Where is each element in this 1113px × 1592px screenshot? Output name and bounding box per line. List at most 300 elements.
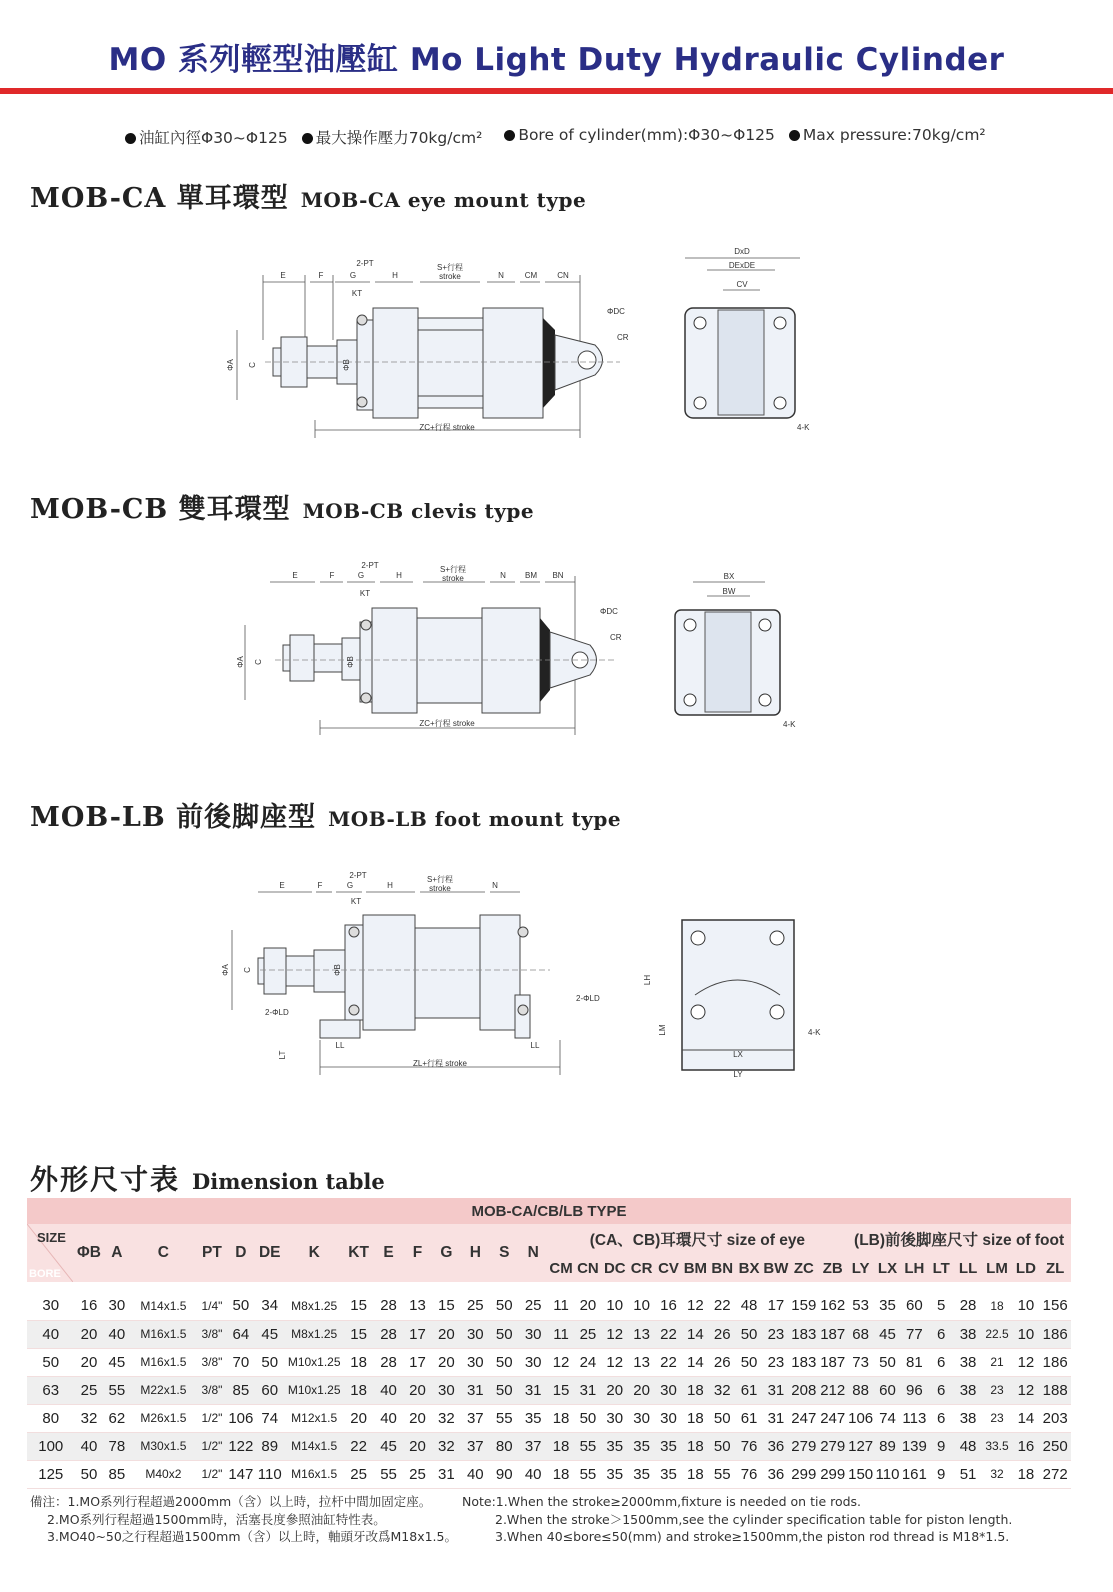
- table-cell: 32: [982, 1460, 1013, 1488]
- table-cell: 40: [103, 1320, 130, 1348]
- table-cell: 183: [789, 1320, 818, 1348]
- dim-label-ll: LL: [335, 1041, 345, 1050]
- dim-label-dexde: DExDE: [728, 261, 756, 270]
- bore-size-cell: 40: [27, 1320, 75, 1348]
- table-cell: M8x1.25: [285, 1320, 343, 1348]
- table-cell: 299: [789, 1460, 818, 1488]
- table-cell: 50: [490, 1348, 519, 1376]
- table-row: [27, 1432, 1071, 1460]
- table-cell: 162: [818, 1292, 847, 1320]
- dim-label-e: E: [292, 571, 298, 580]
- dim-label-dc: ΦDC: [600, 607, 618, 616]
- table-cell: 28: [955, 1292, 982, 1320]
- size-label: SIZE: [37, 1230, 66, 1245]
- note-line: 備注：1.MO系列行程超過2000mm（含）以上時，拉杆中間加固定座。: [30, 1494, 432, 1509]
- table-cell: 45: [874, 1320, 901, 1348]
- table-cell: 17: [403, 1348, 432, 1376]
- table-cell: 50: [75, 1460, 104, 1488]
- table-cell: 25: [461, 1292, 490, 1320]
- table-cell: 12: [1012, 1348, 1039, 1376]
- section-code: MOB-LB 前後脚座型: [30, 802, 317, 833]
- column-header: ZB: [818, 1254, 847, 1282]
- table-cell: 35: [655, 1460, 682, 1488]
- dimension-table-heading: [30, 1158, 385, 1198]
- table-cell: 64: [227, 1320, 254, 1348]
- note-line: 2.MO系列行程超過1500mm時，活塞長度參照油缸特性表。: [47, 1511, 386, 1527]
- table-cell: 11: [548, 1292, 575, 1320]
- dim-label-h: H: [396, 571, 402, 580]
- column-header: CV: [655, 1254, 682, 1282]
- dim-label-pt: 2-PT: [356, 259, 374, 268]
- table-cell: 38: [955, 1320, 982, 1348]
- bullet-icon: [504, 130, 515, 141]
- table-cell: 85: [227, 1376, 254, 1404]
- table-cell: 247: [818, 1404, 847, 1432]
- table-cell: 85: [103, 1460, 130, 1488]
- note-line: 2.When the stroke＞1500mm,see the cylinder specification table for piston length.: [495, 1511, 1013, 1527]
- column-header: BX: [736, 1254, 763, 1282]
- spec-list: [125, 126, 986, 148]
- table-cell: M14x1.5: [285, 1432, 343, 1460]
- dimension-table: [27, 1198, 1071, 1489]
- table-cell: 25: [75, 1376, 104, 1404]
- table-cell: M16x1.5: [130, 1320, 196, 1348]
- dim-label-stroke: stroke: [429, 884, 451, 893]
- table-cell: 70: [227, 1348, 254, 1376]
- table-cell: M12x1.5: [285, 1404, 343, 1432]
- table-cell: 31: [519, 1376, 548, 1404]
- column-header: ZC: [789, 1254, 818, 1282]
- table-row: [27, 1376, 1071, 1404]
- table-cell: 30: [519, 1320, 548, 1348]
- table-cell: 50: [490, 1292, 519, 1320]
- table-cell: 250: [1039, 1432, 1071, 1460]
- dim-label-k: 4-K: [808, 1028, 821, 1037]
- table-cell: 24: [574, 1348, 601, 1376]
- table-cell: 45: [374, 1432, 403, 1460]
- section-heading-cb: [30, 487, 534, 526]
- section-english: MOB-CB clevis type: [302, 499, 535, 523]
- section-english: MOB-LB foot mount type: [328, 807, 622, 831]
- table-cell: 106: [227, 1404, 254, 1432]
- table-cell: 30: [655, 1404, 682, 1432]
- table-cell: 21: [982, 1348, 1013, 1376]
- table-cell: M8x1.25: [285, 1292, 343, 1320]
- column-header: BW: [763, 1254, 790, 1282]
- table-cell: 74: [254, 1404, 285, 1432]
- table-cell: 20: [601, 1376, 628, 1404]
- note-line: 3.When 40≤bore≤50(mm) and stroke≥1500mm,the piston rod thread is M18*1.5.: [495, 1529, 1010, 1544]
- table-cell: 272: [1039, 1460, 1071, 1488]
- table-cell: 37: [461, 1432, 490, 1460]
- bullet-icon: [125, 133, 136, 144]
- table-cell: 32: [709, 1376, 736, 1404]
- table-cell: 61: [736, 1404, 763, 1432]
- table-cell: 15: [548, 1376, 575, 1404]
- table-cell: 55: [574, 1432, 601, 1460]
- dim-label-lh: LH: [643, 974, 652, 986]
- table-cell: 68: [847, 1320, 874, 1348]
- column-header: N: [519, 1224, 548, 1282]
- table-cell: 23: [982, 1376, 1013, 1404]
- table-cell: 51: [955, 1460, 982, 1488]
- table-cell: 106: [847, 1404, 874, 1432]
- dim-label-g: G: [357, 571, 365, 580]
- table-cell: 20: [75, 1320, 104, 1348]
- table-cell: 20: [343, 1404, 374, 1432]
- dim-label-a: ΦA: [221, 964, 230, 976]
- table-cell: 186: [1039, 1320, 1071, 1348]
- section-code: MOB-CA 單耳環型: [30, 183, 289, 214]
- table-cell: 37: [461, 1404, 490, 1432]
- table-cell: 183: [789, 1348, 818, 1376]
- table-cell: 12: [601, 1348, 628, 1376]
- column-header: LH: [901, 1254, 928, 1282]
- bore-size-cell: 80: [27, 1404, 75, 1432]
- spec-text: Bore of cylinder(mm):Φ30~Φ125: [518, 126, 775, 144]
- table-cell: 74: [874, 1404, 901, 1432]
- dim-label-lm: LM: [658, 1024, 667, 1036]
- table-cell: 38: [955, 1376, 982, 1404]
- column-header: BN: [709, 1254, 736, 1282]
- table-cell: 55: [374, 1460, 403, 1488]
- dim-label-zc: ZC+行程 stroke: [419, 423, 475, 432]
- column-header: D: [227, 1224, 254, 1282]
- table-cell: 17: [403, 1320, 432, 1348]
- dim-label-cm: CM: [524, 271, 538, 280]
- column-header: LD: [1012, 1254, 1039, 1282]
- bore-size-cell: 63: [27, 1376, 75, 1404]
- table-cell: 22: [709, 1292, 736, 1320]
- table-cell: 208: [789, 1376, 818, 1404]
- table-cell: 50: [709, 1432, 736, 1460]
- table-cell: 156: [1039, 1292, 1071, 1320]
- column-header: BM: [682, 1254, 709, 1282]
- table-cell: 18: [1012, 1460, 1039, 1488]
- dim-label-c: C: [248, 362, 257, 368]
- table-cell: 110: [254, 1460, 285, 1488]
- table-cell: 18: [548, 1432, 575, 1460]
- table-cell: 35: [628, 1432, 655, 1460]
- table-cell: 20: [403, 1404, 432, 1432]
- table-cell: 22: [343, 1432, 374, 1460]
- table-cell: 10: [628, 1292, 655, 1320]
- table-cell: 37: [519, 1432, 548, 1460]
- table-cell: 13: [628, 1348, 655, 1376]
- table-cell: 1/2": [196, 1460, 227, 1488]
- dim-label-kt: KT: [351, 289, 363, 298]
- table-cell: 22: [655, 1320, 682, 1348]
- table-cell: M40x2: [130, 1460, 196, 1488]
- table-cell: 15: [343, 1292, 374, 1320]
- dim-label-f: F: [318, 271, 324, 280]
- table-row: [27, 1292, 1071, 1320]
- table-cell: 25: [519, 1292, 548, 1320]
- table-cell: 18: [982, 1292, 1013, 1320]
- table-cell: 18: [682, 1432, 709, 1460]
- table-cell: 16: [1012, 1432, 1039, 1460]
- table-cell: 159: [789, 1292, 818, 1320]
- dim-label-n: N: [492, 881, 498, 890]
- bore-label: BORE: [29, 1268, 61, 1280]
- table-cell: 16: [655, 1292, 682, 1320]
- note-line: 3.MO40~50之行程超過1500mm（含）以上時，軸頭牙改爲M18x1.5。: [47, 1529, 457, 1544]
- table-cell: 28: [374, 1320, 403, 1348]
- dim-label-a: ΦA: [236, 656, 245, 668]
- table-cell: 50: [490, 1376, 519, 1404]
- dim-label-zc: ZC+行程 stroke: [419, 719, 475, 728]
- column-header: LL: [955, 1254, 982, 1282]
- table-cell: 25: [403, 1460, 432, 1488]
- table-cell: 53: [847, 1292, 874, 1320]
- spec-item: [125, 126, 288, 148]
- column-header: CR: [628, 1254, 655, 1282]
- table-cell: 20: [628, 1376, 655, 1404]
- table-cell: 40: [519, 1460, 548, 1488]
- table-cell: 50: [736, 1320, 763, 1348]
- table-cell: 62: [103, 1404, 130, 1432]
- dim-label-dxd: DxD: [734, 247, 750, 256]
- column-header: LT: [928, 1254, 955, 1282]
- table-cell: 20: [432, 1320, 461, 1348]
- table-cell: M10x1.25: [285, 1376, 343, 1404]
- dim-label-bn: BN: [552, 571, 564, 580]
- table-cell: 55: [490, 1404, 519, 1432]
- table-cell: 32: [432, 1404, 461, 1432]
- table-cell: 22.5: [982, 1320, 1013, 1348]
- bullet-icon: [789, 130, 800, 141]
- table-cell: 12: [548, 1348, 575, 1376]
- table-cell: M16x1.5: [285, 1460, 343, 1488]
- table-row: [27, 1348, 1071, 1376]
- dim-label-c: C: [254, 659, 263, 665]
- table-cell: 30: [601, 1404, 628, 1432]
- table-cell: 31: [432, 1460, 461, 1488]
- table-cell: 45: [103, 1348, 130, 1376]
- table-cell: 13: [403, 1292, 432, 1320]
- section-heading-ca: [30, 176, 586, 215]
- dim-label-ll-right: LL: [530, 1041, 540, 1050]
- table-cell: 48: [955, 1432, 982, 1460]
- table-cell: 13: [628, 1320, 655, 1348]
- dim-label-c: C: [243, 967, 252, 973]
- dim-label-bx: BX: [723, 572, 735, 581]
- dim-label-stroke: stroke: [439, 272, 461, 281]
- dim-label-e: E: [279, 881, 285, 890]
- spec-text: 油缸內徑Φ30~Φ125: [139, 129, 288, 147]
- dim-label-cr: CR: [617, 333, 629, 342]
- table-cell: 50: [874, 1348, 901, 1376]
- table-cell: 22: [655, 1348, 682, 1376]
- table-cell: M22x1.5: [130, 1376, 196, 1404]
- table-cell: 3/8": [196, 1376, 227, 1404]
- dim-label-g: G: [349, 271, 357, 280]
- table-cell: 36: [763, 1432, 790, 1460]
- dim-label-kt: KT: [359, 589, 371, 598]
- dim-label-zl: ZL+行程 stroke: [412, 1059, 468, 1068]
- table-cell: 14: [682, 1320, 709, 1348]
- table-cell: 50: [709, 1404, 736, 1432]
- table-cell: 186: [1039, 1348, 1071, 1376]
- dim-label-ld-right: 2-ΦLD: [576, 994, 600, 1003]
- table-cell: 50: [254, 1348, 285, 1376]
- table-cell: M26x1.5: [130, 1404, 196, 1432]
- table-spacer: [27, 1282, 1071, 1292]
- notes-cn: [30, 1493, 457, 1546]
- table-cell: 247: [789, 1404, 818, 1432]
- dim-label-pt: 2-PT: [361, 561, 379, 570]
- table-cell: 6: [928, 1404, 955, 1432]
- table-cell: 6: [928, 1376, 955, 1404]
- table-cell: 30: [432, 1376, 461, 1404]
- table-cell: 31: [763, 1404, 790, 1432]
- bore-size-cell: 100: [27, 1432, 75, 1460]
- note-line: Note:1.When the stroke≥2000mm,fixture is needed on tie rods.: [462, 1494, 862, 1509]
- table-cell: 127: [847, 1432, 874, 1460]
- table-cell: 299: [818, 1460, 847, 1488]
- column-header: A: [103, 1224, 130, 1282]
- table-cell: 14: [1012, 1404, 1039, 1432]
- table-cell: 1/4": [196, 1292, 227, 1320]
- diagram-ca: [225, 240, 845, 445]
- table-cell: 147: [227, 1460, 254, 1488]
- table-cell: 61: [736, 1376, 763, 1404]
- table-cell: 23: [982, 1404, 1013, 1432]
- dim-label-n: N: [500, 571, 506, 580]
- bullet-icon: [302, 133, 313, 144]
- dim-label-bm: BM: [525, 571, 537, 580]
- spec-text: Max pressure:70kg/cm²: [802, 126, 986, 144]
- table-cell: 78: [103, 1432, 130, 1460]
- table-cell: M16x1.5: [130, 1348, 196, 1376]
- table-cell: 26: [709, 1348, 736, 1376]
- dim-label-n: N: [498, 271, 504, 280]
- table-cell: 23: [763, 1348, 790, 1376]
- table-cell: 76: [736, 1432, 763, 1460]
- table-row: [27, 1404, 1071, 1432]
- dim-label-lx: LX: [733, 1050, 743, 1059]
- table-cell: 5: [928, 1292, 955, 1320]
- dim-label-stroke-cn: S+行程: [439, 565, 467, 574]
- table-cell: 30: [103, 1292, 130, 1320]
- table-cell: 55: [103, 1376, 130, 1404]
- dim-label-h: H: [387, 881, 393, 890]
- table-cell: 31: [763, 1376, 790, 1404]
- dim-label-k: 4-K: [797, 423, 810, 432]
- dim-label-b: ΦB: [333, 964, 342, 976]
- table-cell: 28: [374, 1292, 403, 1320]
- table-cell: 35: [655, 1432, 682, 1460]
- table-cell: 32: [75, 1404, 104, 1432]
- dim-label-ld: 2-ΦLD: [265, 1008, 289, 1017]
- table-cell: 50: [736, 1348, 763, 1376]
- table-cell: 36: [763, 1460, 790, 1488]
- dim-label-e: E: [280, 271, 286, 280]
- table-cell: 40: [374, 1376, 403, 1404]
- table-cell: 60: [901, 1292, 928, 1320]
- table-cell: 76: [736, 1460, 763, 1488]
- column-header: F: [403, 1224, 432, 1282]
- eye-group-header: (CA、CB)耳環尺寸 size of eye: [548, 1224, 848, 1254]
- table-cell: 35: [519, 1404, 548, 1432]
- column-header: LY: [847, 1254, 874, 1282]
- dim-label-cv: CV: [736, 280, 748, 289]
- column-header: K: [285, 1224, 343, 1282]
- spec-item: [302, 126, 483, 148]
- table-cell: 55: [709, 1460, 736, 1488]
- column-header: DC: [601, 1254, 628, 1282]
- dim-label-stroke-cn: S+行程: [436, 263, 464, 272]
- table-cell: 18: [343, 1376, 374, 1404]
- table-cell: 139: [901, 1432, 928, 1460]
- dim-label-stroke: stroke: [442, 574, 464, 583]
- table-cell: 187: [818, 1320, 847, 1348]
- table-cell: 20: [403, 1432, 432, 1460]
- table-cell: 9: [928, 1460, 955, 1488]
- dim-label-kt: KT: [350, 897, 362, 906]
- dim-label-b: ΦB: [342, 359, 351, 371]
- table-cell: M30x1.5: [130, 1432, 196, 1460]
- table-cell: 48: [736, 1292, 763, 1320]
- table-cell: 96: [901, 1376, 928, 1404]
- table-cell: 25: [574, 1320, 601, 1348]
- table-cell: 20: [75, 1348, 104, 1376]
- table-cell: 11: [548, 1320, 575, 1348]
- page-title: MO 系列輕型油壓缸 Mo Light Duty Hydraulic Cylinder: [108, 42, 1005, 78]
- table-cell: 35: [601, 1432, 628, 1460]
- table-cell: 3/8": [196, 1348, 227, 1376]
- table-cell: 12: [601, 1320, 628, 1348]
- table-row: [27, 1460, 1071, 1488]
- table-cell: 40: [374, 1404, 403, 1432]
- title-underline: [0, 88, 1113, 94]
- dim-label-pt: 2-PT: [349, 871, 367, 880]
- table-cell: 28: [374, 1348, 403, 1376]
- table-cell: 188: [1039, 1376, 1071, 1404]
- table-cell: 17: [763, 1292, 790, 1320]
- table-cell: 50: [574, 1404, 601, 1432]
- table-cell: 113: [901, 1404, 928, 1432]
- section-code: MOB-CB 雙耳環型: [30, 494, 291, 525]
- table-cell: 161: [901, 1460, 928, 1488]
- table-cell: 89: [874, 1432, 901, 1460]
- column-header: H: [461, 1224, 490, 1282]
- table-cell: 14: [682, 1348, 709, 1376]
- table-cell: 20: [403, 1376, 432, 1404]
- table-cell: 81: [901, 1348, 928, 1376]
- table-cell: 203: [1039, 1404, 1071, 1432]
- table-cell: 60: [874, 1376, 901, 1404]
- table-cell: 20: [432, 1348, 461, 1376]
- table-cell: 32: [432, 1432, 461, 1460]
- table-cell: 30: [655, 1376, 682, 1404]
- column-header: DE: [254, 1224, 285, 1282]
- dim-label-stroke-cn: S+行程: [426, 875, 454, 884]
- table-cell: 88: [847, 1376, 874, 1404]
- table-cell: 15: [432, 1292, 461, 1320]
- size-bore-header: [27, 1224, 75, 1282]
- table-cell: 1/2": [196, 1432, 227, 1460]
- table-cell: 31: [461, 1376, 490, 1404]
- dim-label-cn: CN: [557, 271, 569, 280]
- table-cell: 110: [874, 1460, 901, 1488]
- table-cell: 18: [343, 1348, 374, 1376]
- table-cell: 30: [519, 1348, 548, 1376]
- table-cell: 10: [1012, 1292, 1039, 1320]
- table-cell: 55: [574, 1460, 601, 1488]
- dim-label-f: F: [329, 571, 335, 580]
- table-cell: M14x1.5: [130, 1292, 196, 1320]
